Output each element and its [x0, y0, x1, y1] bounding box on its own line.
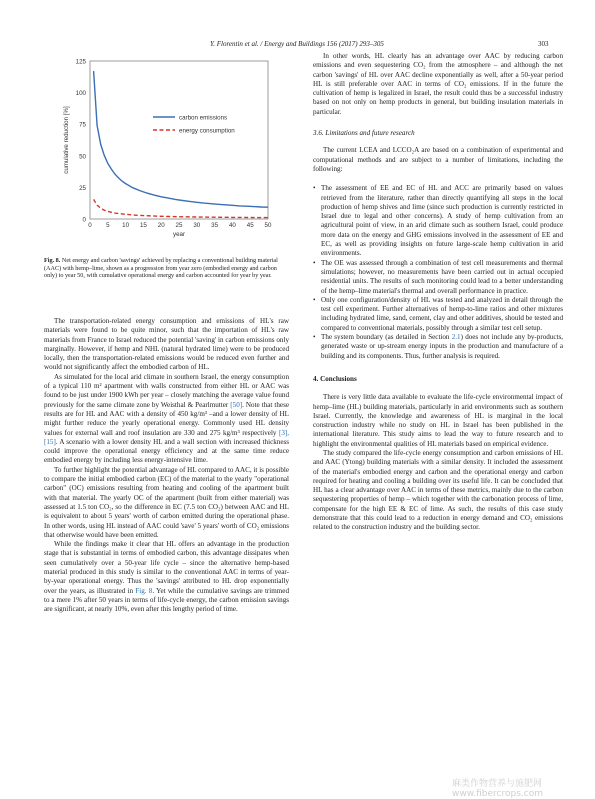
right-paragraph-2: The current LCEA and LCCO₂A are based on a combination of experimental and computational methods and are subject to a number of limitations, including the following:	[313, 146, 563, 173]
x-tick-label: 10	[122, 222, 130, 229]
list-item: • Only one configuration/density of HL was tested and analyzed in detail through the test cell experiment. Further alternatives of hemp-to-lime ratios and other mixtures including hydrated lime, sand, cement, clay and other additives, should be tested and compared to conventional materials, possibly through a similar test cell setup.	[313, 296, 563, 333]
right-paragraph-1: In other words, HL clearly has an advantage over AAC by reducing carbon emissions and even sequestering CO₂ from the atmosphere – and although the net carbon 'savings' of HL over AAC decline exponentially as well, after a 50-year period HL is still preferable over AAC in terms of CO₂ emissions. If in the future the cultivation of hemp is legalized in Israel, the result could thus be a successful industry based on not only on hemp products in general, but building insulation materials in particular.	[313, 52, 563, 116]
x-tick-label: 5	[106, 222, 110, 229]
plot-frame	[90, 61, 268, 219]
x-tick-label: 40	[228, 222, 236, 229]
list-item: • The system boundary (as detailed in Section 2.1) does not include any by-products, generated waste or up-stream energy inputs in the production and manufacture of a building and its components. Thus, further analysis is required.	[313, 333, 563, 361]
y-tick-label: 0	[82, 216, 86, 224]
conclusion-paragraph-2: The study compared the life-cycle energy consumption and carbon emissions of HL and AAC (Ytong) building materials with a similar density. It included the assessment of the material's embodied energy and carbon and the operational energy and carbon required for heating and cooling a building over its useful life. It can be concluded that HL has a clear advantage over AAC in terms of these metrics, mainly due to the carbon sequestering properties of hemp – which together with the carbonation process of lime, compensate for the high EE & EC of lime. As such, the results of this case study demonstrate that this could lead to a reduction in energy demand and CO₂ emissions related to the construction industry and the building sector.	[313, 448, 563, 532]
right-column	[313, 52, 563, 533]
legend-label: carbon emissions	[179, 114, 228, 122]
x-tick-label: 50	[264, 222, 272, 229]
x-tick-label: 25	[175, 222, 183, 229]
fig8-chart	[58, 55, 283, 250]
watermark: 麻类作物营养与施肥网 www.fibercrops.com	[452, 779, 543, 799]
left-paragraph-3: To further highlight the potential advantage of HL compared to AAC, it is possible to compare the initial embodied carbon (EC) of the material to the yearly "operational carbon" (OC) emissions resulting from heating and cooling of the apartment built with that material. The yearly OC of the apartment (built from either material) was assessed at 1.5 ton CO₂, so the difference in EC (7.5 ton CO₂) between AAC and HL is equivalent to about 5 years' worth of carbon emitted during the operational phase. In other words, using HL instead of AAC could 'save' 5 years' worth of CO₂ emissions that otherwise would have been emitted.	[44, 465, 289, 539]
y-tick-label: 125	[75, 58, 86, 66]
x-tick-label: 30	[193, 222, 201, 229]
x-tick-label: 45	[246, 222, 254, 229]
conclusions-heading: 4. Conclusions	[313, 374, 357, 383]
chart-axes	[90, 61, 268, 219]
figure-link[interactable]: Fig. 8	[135, 586, 153, 595]
caption-label: Fig. 8.	[44, 257, 61, 264]
y-axis-label: cumulative reduction [%]	[63, 106, 70, 174]
left-paragraph-4: While the findings make it clear that HL offers an advantage in the production stage that is substantial in terms of embodied carbon, this advantage dissipates when seen cumulatively over a 50-year life cycle – since the alternative hemp-based material produced in this study is similar to the conventional AAC in terms of year-by-year operational energy. Thus the 'savings' attributed to HL drop exponentially over the years, as illustrated in Fig. 8. Yet while the cumulative savings are trimmed to a mere 1% after 50 years in terms of life-cycle energy, the carbon emission savings are significant, at nearly 10%, even after this lengthy period of time.	[44, 540, 289, 614]
conclusion-paragraph-1: There is very little data available to evaluate the life-cycle environmental impact of hemp–lime (HL) building materials, particularly in arid environments such as southern Israel. Currently, the knowledge and awareness of HL is marginal in the local construction industry while no study on HL in Israel has been published in the international literature. This study aims to lead the way to future research and to highlight the environmental qualities of HL materials based on empirical evidence.	[313, 393, 563, 448]
left-paragraph-2: As simulated for the local arid climate in southern Israel, the energy consumption of a typical 110 m² apartment with walls constructed from either HL or AAC was found to be just under 1900 kWh per year – closely matching the average value found previously for the same climate zone by Weisthal & Pearlmutter [50]. Note that these results are for HL and AAC with a density of 450 kg/m³ –and a lower density of HL might further reduce the yearly operational energy. Commonly used HL density values for external wall and roof insulation are 330 and 275 kg/m³ respectively [3], [15]. A scenario with a lower density HL and a wall section with increased thickness could improve the operational energy efficiency and at the same time reduce embodied energy by including less energy-intensive lime.	[44, 372, 289, 465]
figure-caption	[44, 257, 289, 280]
caption-text: Net energy and carbon 'savings' achieved by replacing a conventional building material (AAC) with hemp–lime, shown as a progression from year zero (embodied energy and carbon only) to year 50, with cumulative operational energy and carbon accounted for year by year.	[44, 257, 278, 280]
y-tick-label: 75	[79, 121, 86, 129]
limitations-list	[313, 184, 563, 361]
x-tick-label: 35	[211, 222, 219, 229]
section-link[interactable]: 2.1	[451, 333, 461, 342]
x-axis-label: year	[172, 231, 186, 238]
reference-link[interactable]: [50]	[230, 400, 243, 409]
list-item: • The assessment of EE and EC of HL and ACC are primarily based on values retrieved from the literature, rather than directly quantifying all steps in the local production of hemp shives and lime (since such production is currently restricted in Israel due to legal and other concerns). A study of hemp cultivation from an agricultural point of view, in an arid climate such as southern Israel, could produce more data on the energy and GHG emissions involved in the assessment of EE and EC, as well as providing insights on future large-scale hemp cultivation in arid environments.	[313, 184, 563, 258]
x-tick-label: 15	[139, 222, 147, 229]
y-tick-label: 25	[79, 184, 86, 192]
x-tick-label: 20	[157, 222, 165, 229]
y-tick-label: 100	[75, 90, 86, 98]
section-heading-3-6: 3.6. Limitations and future research	[313, 129, 415, 138]
page-number: 303	[538, 40, 549, 48]
running-header	[0, 40, 595, 52]
x-tick-label: 0	[88, 222, 92, 229]
y-tick-label: 50	[79, 153, 86, 161]
left-paragraph-1: The transportation-related energy consumption and emissions of HL's raw materials were found to be quite minor, such that the importation of HL's raw materials from France to Israel reduced the potential 'saving' in carbon emissions only marginally. However, if hemp and NHL (natural hydrated lime) were to be produced locally, then the transportation-related emissions would be reduced even further and would not significantly affect the embodied carbon of HL.	[44, 317, 289, 372]
list-item: • The OE was assessed through a combination of test cell measurements and thermal simulations; however, no measurements have been carried out in actual occupied residential units. The results of such monitoring could lead to a better understanding of the hemp–lime material's thermal and overall performance in practice.	[313, 259, 563, 296]
reference-link[interactable]: [3], [15]	[44, 428, 289, 446]
legend-label: energy consumption	[179, 127, 235, 135]
journal-citation: Y. Florentin et al. / Energy and Buildings 156 (2017) 293–305	[210, 40, 384, 48]
left-column	[44, 317, 289, 615]
